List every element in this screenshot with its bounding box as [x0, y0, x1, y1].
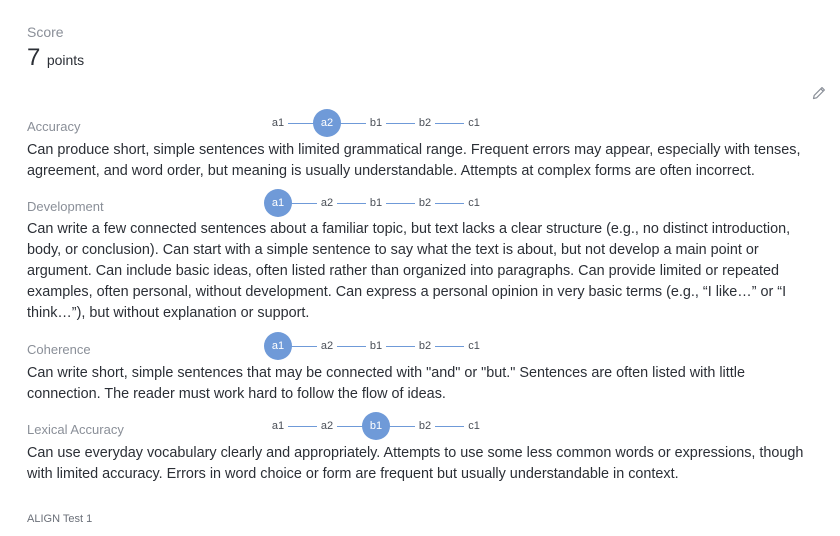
section-title: Accuracy — [27, 119, 81, 134]
score-unit: points — [46, 52, 85, 68]
section-title: Coherence — [27, 342, 91, 357]
level-a1-selected: a1 — [264, 332, 292, 360]
score-number: 7 — [27, 44, 41, 71]
level-b2: b2 — [418, 117, 432, 129]
level-a1: a1 — [271, 117, 285, 129]
level-b1-selected: b1 — [362, 412, 390, 440]
level-a2: a2 — [320, 420, 334, 432]
level-a2: a2 — [320, 340, 334, 352]
level-b1: b1 — [369, 117, 383, 129]
footer-test-name: ALIGN Test 1 — [27, 513, 93, 525]
level-a1: a1 — [271, 420, 285, 432]
level-c1: c1 — [468, 197, 480, 209]
level-a1-selected: a1 — [264, 189, 292, 217]
level-a2: a2 — [320, 197, 334, 209]
level-b2: b2 — [418, 420, 432, 432]
score-value — [27, 44, 84, 72]
section-description: Can write a few connected sentences about a familiar topic, but text lacks a clear structure (e.g., no distinct introduction, body, or conclusion). Can start with a simple sentence to say what the text is about, but not develop a main point or argument. Can include basic ideas, often listed rather than organized into paragraphs. Can provide limited or repeated examples, often personal, without development. Can express a personal opinion in very basic terms (e.g., “I like…” or “I think…”), but without explanation or support. — [27, 221, 791, 321]
level-scale — [264, 110, 484, 136]
section-title: Development — [27, 199, 104, 214]
section-description: Can produce short, simple sentences with limited grammatical range. Frequent errors may appear, especially with tenses, agreement, and word order, but meaning is usually understandable. Attempts at complex forms are often incorrect. — [27, 142, 801, 179]
level-c1: c1 — [468, 420, 480, 432]
level-c1: c1 — [468, 340, 480, 352]
level-a2-selected: a2 — [313, 109, 341, 137]
level-scale — [264, 333, 484, 359]
section-description: Can use everyday vocabulary clearly and appropriately. Attempts to use some less common words or expressions, though with limited accuracy. Errors in word choice or form are frequent but usually understandable in context. — [27, 445, 804, 482]
level-b1: b1 — [369, 197, 383, 209]
level-scale — [264, 413, 484, 439]
level-scale — [264, 190, 484, 216]
section-description: Can write short, simple sentences that may be connected with "and" or "but." Sentences are often listed with little connection. The reader must work hard to follow the flow of ideas. — [27, 365, 745, 402]
level-b2: b2 — [418, 197, 432, 209]
level-b2: b2 — [418, 340, 432, 352]
level-c1: c1 — [468, 117, 480, 129]
level-b1: b1 — [369, 340, 383, 352]
section-title: Lexical Accuracy — [27, 422, 124, 437]
pencil-icon[interactable] — [811, 85, 827, 101]
score-label: Score — [27, 24, 64, 40]
